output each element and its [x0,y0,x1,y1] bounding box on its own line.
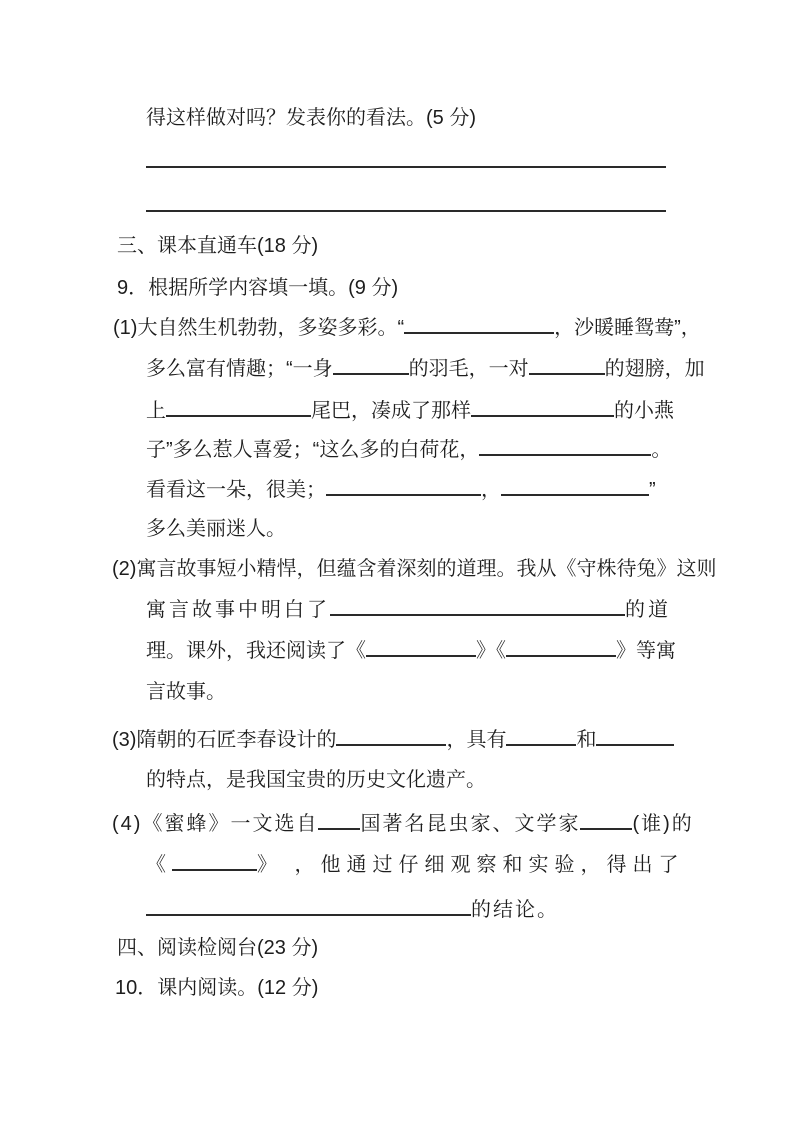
text-run: 看看这一朵，很美； [146,479,326,501]
fill-in-blank [333,354,409,375]
text-run: 上 [146,400,166,422]
fill-in-blank [336,725,446,746]
question-10-heading [115,968,318,1008]
text-run: 》《 [476,640,506,662]
text-run: (1)大自然生机勃勃，多姿多彩。“ [113,317,405,339]
text-run: 的道 [625,599,671,621]
q9-item-4-line-2 [146,845,685,885]
q9-item-1-line-2 [146,349,705,389]
q9-item-3-line-2 [146,760,486,800]
fill-in-blank [318,809,360,830]
text-run: 多么富有情趣；“一身 [146,358,333,380]
fill-in-blank [146,191,666,212]
fill-in-blank [146,895,471,916]
text-run: 和 [576,729,597,751]
fill-in-blank [330,595,625,616]
fill-in-blank [529,354,605,375]
q9-item-3-line-1 [112,720,674,760]
q9-item-2-line-3 [146,631,676,671]
q9-item-1-line-1 [113,308,701,348]
text-run: 的翅膀，加 [604,358,705,380]
fill-in-blank [596,725,674,746]
question-8-prompt-line [146,98,476,138]
text-run: 寓言故事中明白了 [146,599,330,621]
text-run: 三、课本直通车(18 分) [117,235,319,257]
text-run: 》等寓 [616,640,676,662]
text-run: 的特点，是我国宝贵的历史文化遗产。 [146,769,486,791]
text-run: (4)《蜜蜂》一文选自 [112,813,319,835]
text-run: ， [481,479,501,501]
text-run: 四、阅读检阅台(23 分) [117,937,319,959]
answer-blank-line-2 [146,186,666,226]
fill-in-blank [166,396,311,417]
q9-item-2-line-1 [112,549,716,589]
text-run: 。 [651,439,672,461]
text-run: 言故事。 [146,681,226,703]
fill-in-blank [146,147,666,168]
text-run: 理。课外，我还阅读了《 [146,640,366,662]
text-run: 得这样做对吗？发表你的看法。(5 分) [146,107,476,129]
question-9-heading [117,268,398,308]
text-run: 》 ，他通过仔细观察和实验，得出了 [257,854,685,876]
q9-item-4-line-1 [112,804,694,844]
section-3-heading [117,226,318,266]
text-run: ，沙暖睡鸳鸯”， [554,317,701,339]
q9-item-1-line-6 [146,509,286,549]
q9-item-2-line-2 [146,590,671,630]
text-run: (2)寓言故事短小精悍，但蕴含着深刻的道理。我从《守株待兔》这则 [112,558,717,580]
fill-in-blank [471,396,614,417]
fill-in-blank [479,435,651,456]
text-run: ，具有 [446,729,507,751]
text-run: 子”多么惹人喜爱；“这么多的白荷花， [146,439,480,461]
text-run: 9．根据所学内容填一填。(9 分) [117,277,399,299]
text-run: 多么美丽迷人。 [146,518,286,540]
text-run: ” [649,479,656,501]
fill-in-blank [506,725,576,746]
fill-in-blank [366,636,476,657]
text-run: (谁)的 [632,813,694,835]
answer-blank-line-1 [146,142,666,182]
fill-in-blank [501,475,649,496]
text-run: 的羽毛，一对 [408,358,529,380]
q9-item-1-line-5 [146,470,656,510]
section-4-heading [117,928,318,968]
fill-in-blank [580,809,632,830]
fill-in-blank [326,475,481,496]
text-run: 的小燕 [614,400,674,422]
q9-item-1-line-4 [146,430,671,470]
q9-item-1-line-3 [146,391,674,431]
text-run: (3)隋朝的石匠李春设计的 [112,729,337,751]
q9-item-4-line-3 [146,890,559,930]
fill-in-blank [506,636,616,657]
fill-in-blank [404,313,554,334]
q9-item-2-line-4 [146,672,226,712]
text-run: 国著名昆虫家、文学家 [360,813,581,835]
fill-in-blank [172,850,257,871]
text-run: 10．课内阅读。(12 分) [115,977,319,999]
text-run: 的结论。 [471,899,559,921]
text-run: 尾巴，凑成了那样 [311,400,471,422]
text-run: 《 [146,854,172,876]
